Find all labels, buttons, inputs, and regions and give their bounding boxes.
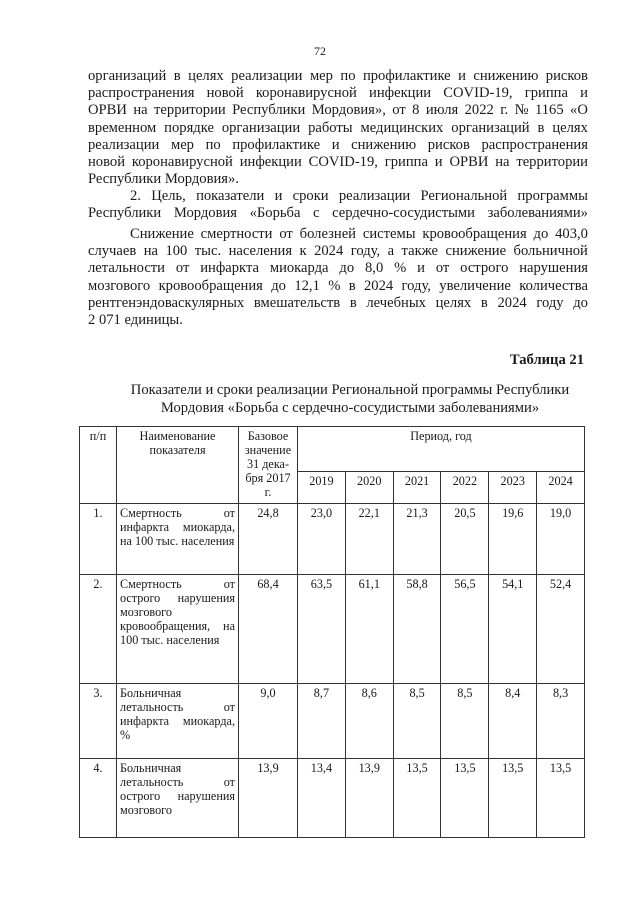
row-value: 58,8	[393, 575, 441, 684]
row-value: 20,5	[441, 504, 489, 575]
table-row	[80, 504, 585, 575]
paragraph-1	[88, 68, 588, 188]
row-num: 4.	[80, 759, 117, 838]
text-line: 2. Цель, показатели и сроки реализации Региональной программы	[130, 188, 588, 204]
row-value: 8,7	[298, 684, 346, 759]
header-period: Период, год	[298, 427, 585, 472]
page-bottom-margin	[0, 848, 640, 917]
row-base: 24,8	[239, 504, 298, 575]
text-line: случаев на 100 тыс. населения к 2024 году, а также снижение больничной	[88, 243, 588, 260]
header-year: 2019	[298, 472, 346, 504]
row-value: 19,0	[537, 504, 585, 575]
row-value: 8,4	[489, 684, 537, 759]
row-base: 9,0	[239, 684, 298, 759]
text-line: Снижение смертности от болезней системы кровообращения до 403,0	[130, 226, 588, 242]
row-value: 19,6	[489, 504, 537, 575]
text-line: летальности от инфаркта миокарда до 8,0 % и от острого нарушения	[88, 260, 588, 277]
row-name: Смертность от острого нарушения мозгового кровообращения, на 100 тыс. населения	[117, 575, 239, 684]
table-row	[80, 575, 585, 684]
text-line: Республики Мордовия».	[88, 171, 239, 188]
row-value: 13,5	[393, 759, 441, 838]
text-line: рентгенэндоваскулярных вмешательств в лечебных целях в 2024 году до	[88, 294, 588, 311]
caption-line: Показатели и сроки реализации Региональной программы Республики	[130, 382, 570, 398]
row-value: 54,1	[489, 575, 537, 684]
row-value: 8,5	[393, 684, 441, 759]
paragraph-3	[88, 226, 588, 329]
table-row	[80, 684, 585, 759]
row-name: Смертность от инфаркта миокарда, на 100 тыс. населения	[117, 504, 239, 575]
text-line: организаций в целях реализации мер по профилактике и снижению рисков	[88, 68, 588, 84]
header-year: 2021	[393, 472, 441, 504]
row-value: 22,1	[345, 504, 393, 575]
row-value: 13,5	[441, 759, 489, 838]
row-value: 13,4	[298, 759, 346, 838]
row-num: 1.	[80, 504, 117, 575]
table-header-row	[80, 427, 585, 472]
row-value: 13,5	[537, 759, 585, 838]
row-num: 2.	[80, 575, 117, 684]
header-year: 2022	[441, 472, 489, 504]
row-value: 61,1	[345, 575, 393, 684]
row-value: 8,3	[537, 684, 585, 759]
text-line: мозгового кровообращения до 12,1 % в 2024 году, увеличение количества	[88, 277, 588, 294]
row-value: 8,5	[441, 684, 489, 759]
header-name: Наименование показателя	[117, 427, 239, 504]
header-year: 2020	[345, 472, 393, 504]
row-base: 13,9	[239, 759, 298, 838]
row-num: 3.	[80, 684, 117, 759]
row-value: 56,5	[441, 575, 489, 684]
text-line: распространения новой коронавирусной инфекции COVID-19, гриппа и	[88, 85, 588, 102]
row-value: 13,9	[345, 759, 393, 838]
table-caption	[100, 381, 600, 417]
row-value: 8,6	[345, 684, 393, 759]
section-heading-paragraph	[88, 188, 588, 222]
header-year: 2023	[489, 472, 537, 504]
row-value: 23,0	[298, 504, 346, 575]
row-base: 68,4	[239, 575, 298, 684]
table-label: Таблица 21	[509, 352, 584, 368]
header-base: Базовое значение 31 дека-бря 2017 г.	[239, 427, 298, 504]
row-value: 63,5	[298, 575, 346, 684]
row-value: 21,3	[393, 504, 441, 575]
row-value: 13,5	[489, 759, 537, 838]
row-value: 52,4	[537, 575, 585, 684]
text-line: новой коронавирусной инфекции COVID-19, гриппа и ОРВИ на территории	[88, 154, 588, 171]
text-line: временном порядке организации работы медицинских организаций в целях	[88, 119, 588, 136]
table-row	[80, 759, 585, 838]
text-line: Республики Мордовия «Борьба с сердечно-сосудистыми заболеваниями»	[88, 205, 588, 222]
text-line: 2 071 единицы.	[88, 312, 183, 329]
row-name: Больничная летальность от инфаркта миокарда, %	[117, 684, 239, 759]
caption-line: Мордовия «Борьба с сердечно-сосудистыми заболеваниями»	[160, 400, 540, 416]
header-year: 2024	[537, 472, 585, 504]
indicators-table	[79, 426, 585, 838]
text-line: реализации мер по профилактике и снижению рисков распространения	[88, 136, 588, 153]
header-num: п/п	[80, 427, 117, 504]
text-line: ОРВИ на территории Республики Мордовия», от 8 июля 2022 г. № 1165 «О	[88, 102, 588, 119]
page-number: 72	[314, 44, 326, 58]
row-name: Больничная летальность от острого нарушения мозгового	[117, 759, 239, 838]
